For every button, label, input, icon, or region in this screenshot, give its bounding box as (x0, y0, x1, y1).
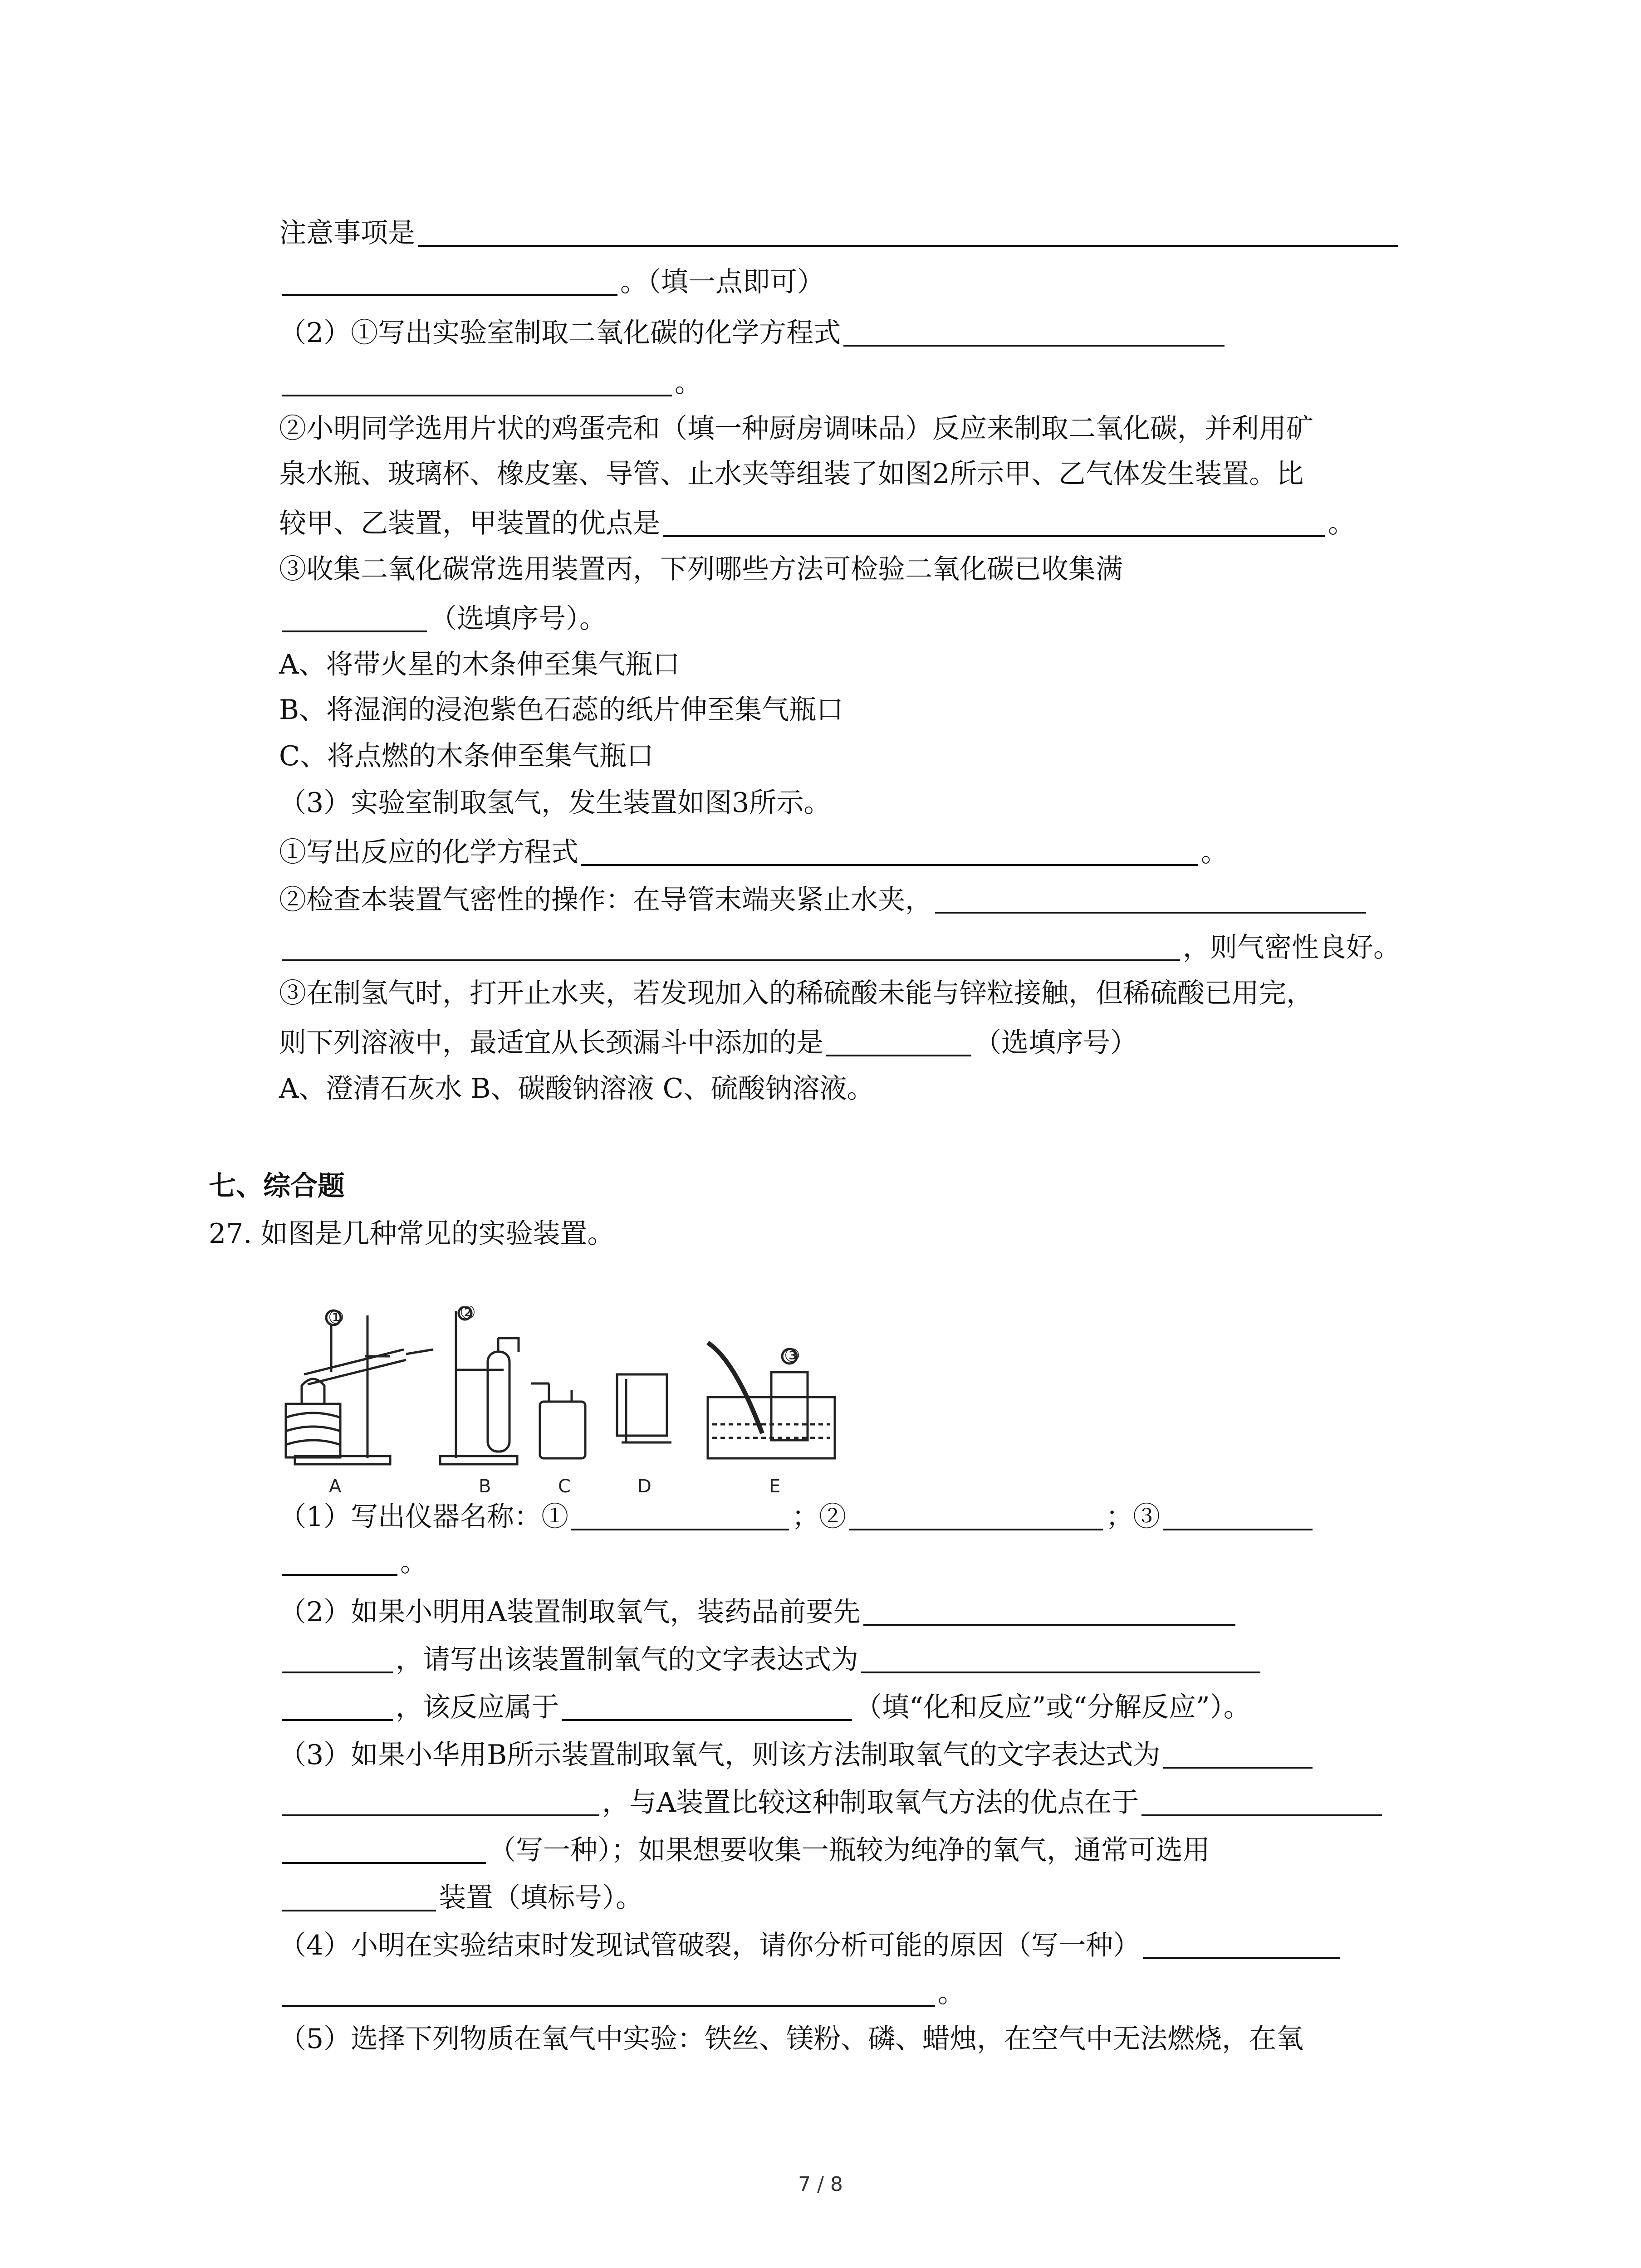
answer-blank[interactable] (282, 1787, 599, 1816)
text-segment: 。 (1328, 508, 1355, 539)
label-a: A (329, 1476, 342, 1497)
answer-blank[interactable] (282, 1978, 935, 2007)
text-segment: ③在制氢气时，打开止水夹，若发现加入的稀硫酸未能与锌粒接触，但稀硫酸已用完， (279, 978, 1313, 1009)
apparatus-illustration (277, 1306, 926, 1501)
text-segment: 则下列溶液中，最适宜从长颈漏斗中添加的是 (279, 1027, 823, 1059)
text-segment: 27. 如图是几种常见的实验装置。 (209, 1218, 615, 1250)
label-e: E (769, 1476, 781, 1497)
apparatus-d-drawing (617, 1374, 671, 1442)
answer-blank[interactable] (1143, 1930, 1340, 1959)
text-segment: （2）如果小明用A装置制取氧气，装药品前要先 (279, 1596, 861, 1628)
text-line (279, 1930, 1343, 1959)
answer-blank[interactable] (663, 508, 1325, 537)
text-segment: A、澄清石灰水 B、碳酸钠溶液 C、硫酸钠溶液。 (279, 1073, 874, 1105)
text-segment: ，请写出该装置制氧气的文字表达式为 (396, 1644, 858, 1676)
text-line (279, 460, 1303, 488)
marker-2: ② (460, 1306, 476, 1323)
text-segment: （2）①写出实验室制取二氧化碳的化学方程式 (279, 317, 841, 349)
text-segment: ①写出反应的化学方程式 (279, 836, 578, 868)
text-segment: ，该反应属于 (396, 1691, 559, 1723)
answer-blank[interactable] (282, 1644, 393, 1673)
text-line (279, 218, 1401, 247)
text-line (279, 2025, 1303, 2053)
text-line (279, 787, 831, 819)
answer-blank[interactable] (282, 1692, 393, 1721)
text-segment: 较甲、乙装置，甲装置的优点是 (279, 508, 660, 539)
text-segment: （写一种）；如果想要收集一瓶较为纯净的氧气，通常可选用 (489, 1834, 1210, 1866)
text-segment: ；② (792, 1501, 847, 1533)
text-line (279, 267, 824, 296)
text-segment: ，与A装置比较这种制取氧气方法的优点在于 (602, 1787, 1139, 1818)
label-b: B (479, 1476, 491, 1497)
text-segment: C、将点燃的木条伸至集气瓶口 (279, 740, 654, 772)
text-segment: 装置（填标号）。 (439, 1882, 643, 1914)
answer-blank[interactable] (1141, 1787, 1382, 1816)
answer-blank[interactable] (282, 367, 672, 396)
apparatus-e-drawing (708, 1343, 835, 1458)
text-line (279, 740, 654, 772)
text-segment: （3）实验室制取氢气，发生装置如图3所示。 (279, 787, 831, 819)
section-heading (209, 1170, 345, 1202)
text-line (279, 1027, 1137, 1059)
text-segment: （选填序号） (974, 1027, 1137, 1059)
text-segment: 。 (1201, 836, 1228, 868)
answer-blank[interactable] (1163, 1740, 1313, 1769)
answer-blank[interactable] (1163, 1501, 1313, 1530)
text-segment: 。（填一点即可） (620, 266, 824, 298)
answer-blank[interactable] (861, 1644, 1260, 1673)
text-line (279, 932, 1401, 961)
answer-blank[interactable] (581, 837, 1198, 866)
text-line (279, 603, 607, 635)
text-line (279, 1835, 1210, 1864)
text-segment: 。 (675, 367, 702, 399)
text-line (279, 1547, 427, 1576)
label-d: D (637, 1476, 652, 1497)
text-line (279, 1740, 1315, 1769)
text-line (279, 885, 1369, 914)
answer-blank[interactable] (282, 1547, 397, 1576)
answer-blank[interactable] (418, 218, 1398, 247)
label-c: C (558, 1476, 571, 1497)
apparatus-figure (277, 1306, 926, 1501)
answer-blank[interactable] (843, 318, 1225, 347)
text-line (279, 413, 1313, 445)
text-line (209, 1218, 615, 1250)
text-line (279, 1501, 1315, 1533)
text-line (279, 837, 1228, 866)
text-segment: 。 (400, 1546, 427, 1578)
answer-blank[interactable] (849, 1501, 1103, 1530)
apparatus-b-drawing (440, 1307, 519, 1464)
text-line (279, 694, 844, 726)
text-line (279, 1692, 1251, 1721)
text-line (279, 1787, 1385, 1816)
text-segment: 。 (938, 1977, 965, 2009)
text-line (279, 1073, 874, 1105)
text-line (279, 1644, 1263, 1676)
text-segment: 泉水瓶、玻璃杯、橡皮塞、导管、止水夹等组装了如图2所示甲、乙气体发生装置。比 (279, 458, 1304, 490)
text-segment: （3）如果小华用B所示装置制取氧气，则该方法制取氧气的文字表达式为 (279, 1739, 1161, 1771)
text-segment: ③收集二氧化碳常选用装置丙，下列哪些方法可检验二氧化碳已收集满 (279, 553, 1123, 585)
text-segment: 七、综合题 (209, 1170, 345, 1202)
apparatus-c-drawing (531, 1383, 585, 1458)
text-segment: （1）写出仪器名称：① (279, 1501, 569, 1533)
marker-1: ① (328, 1307, 344, 1328)
text-segment: ②小明同学选用片状的鸡蛋壳和（填一种厨房调味品）反应来制取二氧化碳，并利用矿 (279, 413, 1313, 445)
answer-blank[interactable] (282, 267, 617, 296)
text-segment: （选填序号）。 (430, 603, 607, 635)
text-segment: （4）小明在实验结束时发现试管破裂，请你分析可能的原因（写一种） (279, 1930, 1141, 1961)
marker-3: ③ (784, 1345, 800, 1366)
text-line (279, 1882, 643, 1914)
answer-blank[interactable] (562, 1692, 852, 1721)
text-line (279, 651, 680, 678)
text-line (279, 980, 1313, 1007)
apparatus-a-drawing (286, 1310, 433, 1464)
answer-blank[interactable] (571, 1501, 789, 1530)
answer-blank[interactable] (863, 1597, 1235, 1626)
page-footer: 7 / 8 (798, 2173, 843, 2196)
answer-blank[interactable] (282, 1882, 436, 1911)
text-line (279, 1978, 965, 2007)
text-line (279, 1597, 1238, 1626)
answer-blank[interactable] (282, 1835, 486, 1864)
text-segment: B、将湿润的浸泡紫色石蕊的纸片伸至集气瓶口 (279, 694, 844, 726)
text-segment: 注意事项是 (279, 217, 415, 249)
text-segment: ；③ (1106, 1501, 1161, 1533)
text-line (279, 318, 1227, 347)
answer-blank[interactable] (282, 603, 427, 632)
text-segment: A、将带火星的木条伸至集气瓶口 (279, 649, 680, 680)
text-line (279, 367, 702, 399)
answer-blank[interactable] (826, 1027, 971, 1056)
text-line (279, 508, 1355, 537)
text-segment: ，则气密性良好。 (1183, 932, 1401, 963)
text-segment: （填“化和反应”或“分解反应”）。 (855, 1691, 1251, 1723)
answer-blank[interactable] (935, 885, 1366, 914)
text-segment: （5）选择下列物质在氧气中实验：铁丝、镁粉、磷、蜡烛，在空气中无法燃烧，在氧 (279, 2023, 1304, 2055)
answer-blank[interactable] (282, 932, 1180, 961)
text-line (279, 553, 1123, 585)
text-segment: ②检查本装置气密性的操作：在导管末端夹紧止水夹， (279, 884, 932, 916)
